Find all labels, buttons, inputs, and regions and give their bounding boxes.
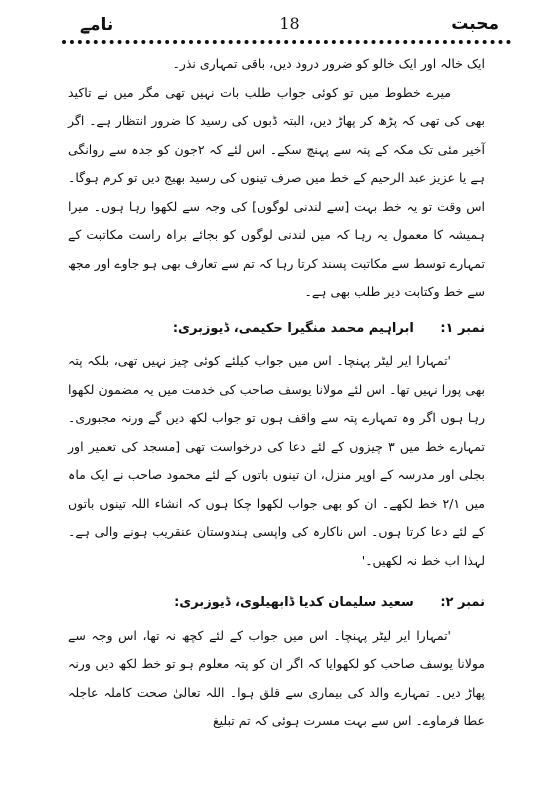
section-name-2: سعید سلیمان کدیا ڈابھیلوی، ڈیوزبری:: [174, 595, 414, 610]
page-header: [80, 14, 499, 38]
section-gap: [68, 575, 485, 581]
section-name-1: ابراہیم محمد منگیرا حکیمی، ڈیوزبری:: [172, 320, 414, 336]
body-text: [68, 50, 485, 736]
section-number-2: نمبر ۲:: [440, 595, 485, 610]
section-heading-1: [68, 315, 485, 344]
paragraph-main: میرے خطوط میں تو کوئی جواب طلب بات نہیں تھی مگر میں نے تاکید بھی کی تھی کہ پڑھ کر پھاڑ دیں، البتہ ڈبوں کی رسید کا ضرور انتظار ہے۔ اگر آخیر مئی تک مکہ کے پتہ سے پہنچ سکے۔ اس لئے کہ ۲جون کو جدہ سے روانگی ہے یا عزیز عبد الرحیم کے خط میں صرف تینوں کی رسید بھیج دیں تو کرم ہوگا۔ اس وقت تو یہ خط بہت [سے لندنی لوگوں] کی وجہ سے لکھوا رہا ہوں۔ میرا ہمیشہ کا معمول یہ رہا کہ میں لندنی لوگوں کو بجائے براہ راست مکاتبت کے تمہارے توسط سے مکاتبت پسند کرتا رہا کہ تم سے تعارف بھی ہو جاوے اور مجھ سے خط وکتابت دیر طلب بھی ہے۔: [68, 84, 485, 299]
header-title-left: نامے: [80, 15, 114, 35]
header-divider: [62, 40, 511, 44]
section-number-1: نمبر ۱:: [440, 320, 485, 336]
section-text-1: 'تمہارا ایر لیٹر پہنچا۔ اس میں جواب کیلئے کوئی چیز نہیں تھی، بلکہ پتہ بھی پورا نہیں تھا۔ اس لئے مولانا یوسف صاحب کی خدمت میں یہ مضمون لکھوا رہا ہوں اگر وہ تمہارے پتہ سے واقف ہوں تو جواب لکھ دیں گے ورنہ مجبوری۔ تمہارے خط میں ۳ چیزوں کے لئے دعا کی درخواست تھی [مسجد کی تعمیر اور بجلی اور مدرسہ کے اوپر منزل، ان تینوں باتوں کے لئے محمود صاحب نے ایک ماہ میں ۲/۱ خط لکھے۔ ان کو بھی جواب لکھوا چکا ہوں کہ انشاء اللہ تینوں باتوں کے لئے دعا کرتا ہوں۔ اس ناکارہ کی واپسی ہندوستان عنقریب ہونے والی ہے۔ لہذا اب خط نہ لکھیں۔': [68, 353, 486, 568]
header-title-right: محبت: [451, 14, 499, 34]
page-number: 18: [279, 14, 300, 33]
section-heading-2: [68, 589, 485, 618]
paragraph-intro: ایک خالہ اور ایک خالو کو ضرور درود دیں، باقی تمہاری نذر۔: [172, 56, 485, 71]
section-text-2: 'تمہارا ایر لیٹر پہنچا۔ اس میں جواب کے لئے کچھ نہ تھا، اس وجہ سے مولانا یوسف صاحب کو لکھوایا کہ اگر ان کو پتہ معلوم ہو تو خط لکھ دیں ورنہ پھاڑ دیں۔ تمہارے والد کی بیماری سے قلق ہوا۔ اللہ تعالیٰ صحت کاملہ عاجلہ عطا فرماوے۔ اس سے بہت مسرت ہوئی کہ تم تبلیغ: [68, 627, 485, 728]
